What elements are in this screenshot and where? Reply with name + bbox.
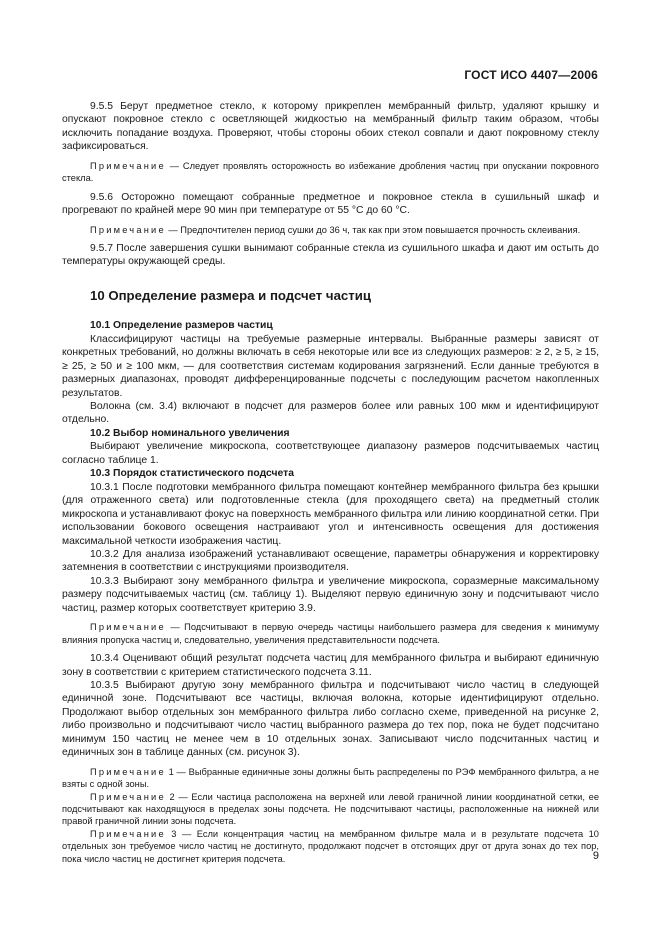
paragraph-10-3-3: 10.3.3 Выбирают зону мембранного фильтра и увеличение микроскопа, соразмерные максимальному размеру подсчитываемых частиц (см. таблицу 1). Выделяют первую единичную зону и подсчитывают число частиц, размер которых соответствует критерию 3.9. bbox=[62, 575, 599, 614]
note-number: 2 bbox=[169, 791, 175, 802]
numbered-note bbox=[62, 766, 599, 791]
paragraph-10-3-4: 10.3.4 Оценивают общий результат подсчета частиц для мембранного фильтра и выбирают единичную зону в соответствии с критерием статистического подсчета 3.11. bbox=[62, 653, 599, 678]
page-body bbox=[62, 100, 599, 865]
note bbox=[62, 621, 599, 646]
note bbox=[62, 224, 599, 236]
note-text: — Предпочтителен период сушки до 36 ч, так как при этом повышается прочность склеивания. bbox=[168, 224, 581, 235]
numbered-note bbox=[62, 791, 599, 828]
numbered-note bbox=[62, 828, 599, 865]
note-text: — Выбранные единичные зоны должны быть распределены по РЭФ мембранного фильтра, а не взяты с одной зоны. bbox=[62, 766, 599, 790]
paragraph-10-3-1: 10.3.1 После подготовки мембранного фильтра помещают контейнер мембранного фильтра без крышки (для отраженного света) или подготовленные стекла (для проходящего света) на предметный столик микроскопа и устанавливают фокус на поверхность мембранного фильтра или линию координатной сетки. При использовании бокового освещения настраивают угол и интенсивность освещения для достижения максимальной четкости изображения частиц. bbox=[62, 481, 600, 547]
note-label: Примечание bbox=[90, 766, 166, 777]
note-text: — Если концентрация частиц на мембранном фильтре мала и в результате подсчета 10 отдельных зон требуемое число частиц не достигнуто, продолжают подсчет в отстоящих друг от друга зонах до тех пор, пока число частиц не достигнет критерия подсчета. bbox=[62, 828, 599, 864]
paragraph-10-3-2: 10.3.2 Для анализа изображений устанавливают освещение, параметры обнаружения и корректировку затемнения в соответствии с инструкциями производителя. bbox=[62, 549, 599, 574]
note-label: Примечание bbox=[90, 160, 166, 171]
subsection-10-3-title: 10.3 Порядок статистического подсчета bbox=[90, 468, 294, 480]
note-number: 3 bbox=[171, 828, 177, 839]
paragraph-9-5-5: 9.5.5 Берут предметное стекло, к которому прикреплен мембранный фильтр, удаляют крышку и опускают покровное стекло с осветляющей жидкостью на мембранный фильтр таким образом, чтобы исключить попадание воздуха. Проверяют, чтобы стороны обоих стекол совпали и дают покровному стеклу зафиксироваться. bbox=[62, 101, 599, 153]
note-label: Примечание bbox=[90, 224, 166, 235]
section-10-title: 10 Определение размера и подсчет частиц bbox=[90, 287, 371, 303]
note-number: 1 bbox=[168, 766, 174, 777]
note bbox=[62, 160, 599, 185]
note-text: — Следует проявлять осторожность во избежание дробления частиц при опускании покровного стекла. bbox=[62, 160, 599, 184]
page-number: 9 bbox=[592, 850, 599, 862]
subsection-10-1-title: 10.1 Определение размеров частиц bbox=[90, 320, 273, 332]
note-text: — Если частица расположена на верхней или левой граничной линии координатной сетки, ее подсчитывают как находящуюся в пределах зоны подсчета. Не подсчитывают частицы, расположенные на нижней или правой граничной линии зоны подсчета. bbox=[62, 791, 600, 827]
paragraph-10-1-b: Волокна (см. 3.4) включают в подсчет для размеров более или равных 100 мкм и идентифицируют отдельно. bbox=[62, 401, 599, 426]
note-label: Примечание bbox=[90, 622, 166, 633]
paragraph-10-1-a: Классифицируют частицы на требуемые размерные интервалы. Выбранные размеры зависят от конкретных требований, но должны включать в себя некоторые или все из следующих размеров: ≥ 2, ≥ 5, ≥ 15, ≥ 25, ≥ 50 и ≥ 100 мкм, — для соответствия системам кодирования загрязнений. Если данные требуются в размерных диапазонах, проводят дифференцированные подсчеты с последующим расчетом накопленных результатов. bbox=[62, 333, 599, 399]
note-label: Примечание bbox=[90, 791, 166, 802]
paragraph-10-3-5: 10.3.5 Выбирают другую зону мембранного фильтра и подсчитывают число частиц в следующей единичной зоне. Подсчитывают все частицы, включая волокна, которые идентифицируют отдельно. Продолжают выбор отдельных зон мембранного фильтра либо согласно схеме, приведенной на рисунке 2, либо произвольно и подсчитывают число частиц выбранного размера до тех пор, пока не будет подсчитано минимум 150 частиц не менее чем в 10 отдельных зонах. Записывают число подсчитанных частиц и единичных зон в таблице данных (см. рисунок 3). bbox=[62, 679, 599, 759]
subsection-10-2-title: 10.2 Выбор номинального увеличения bbox=[90, 427, 290, 439]
paragraph-10-2: Выбирают увеличение микроскопа, соответствующее диапазону размеров подсчитываемых частиц согласно таблице 1. bbox=[62, 441, 599, 466]
paragraph-9-5-7: 9.5.7 После завершения сушки вынимают собранные стекла из сушильного шкафа и дают им остыть до температуры окружающей среды. bbox=[62, 242, 599, 268]
document-header: ГОСТ ИСО 4407—2006 bbox=[464, 68, 598, 82]
paragraph-9-5-6: 9.5.6 Осторожно помещают собранные предметное и покровное стекла в сушильный шкаф и прогревают по крайней мере 90 мин при температуре от 55 °C до 60 °C. bbox=[62, 191, 599, 217]
note-text: — Подсчитывают в первую очередь частицы наибольшего размера для сведения к минимуму влияния пропуска частиц и, следовательно, увеличения представительности подсчета. bbox=[62, 622, 599, 645]
note-label: Примечание bbox=[90, 828, 166, 839]
